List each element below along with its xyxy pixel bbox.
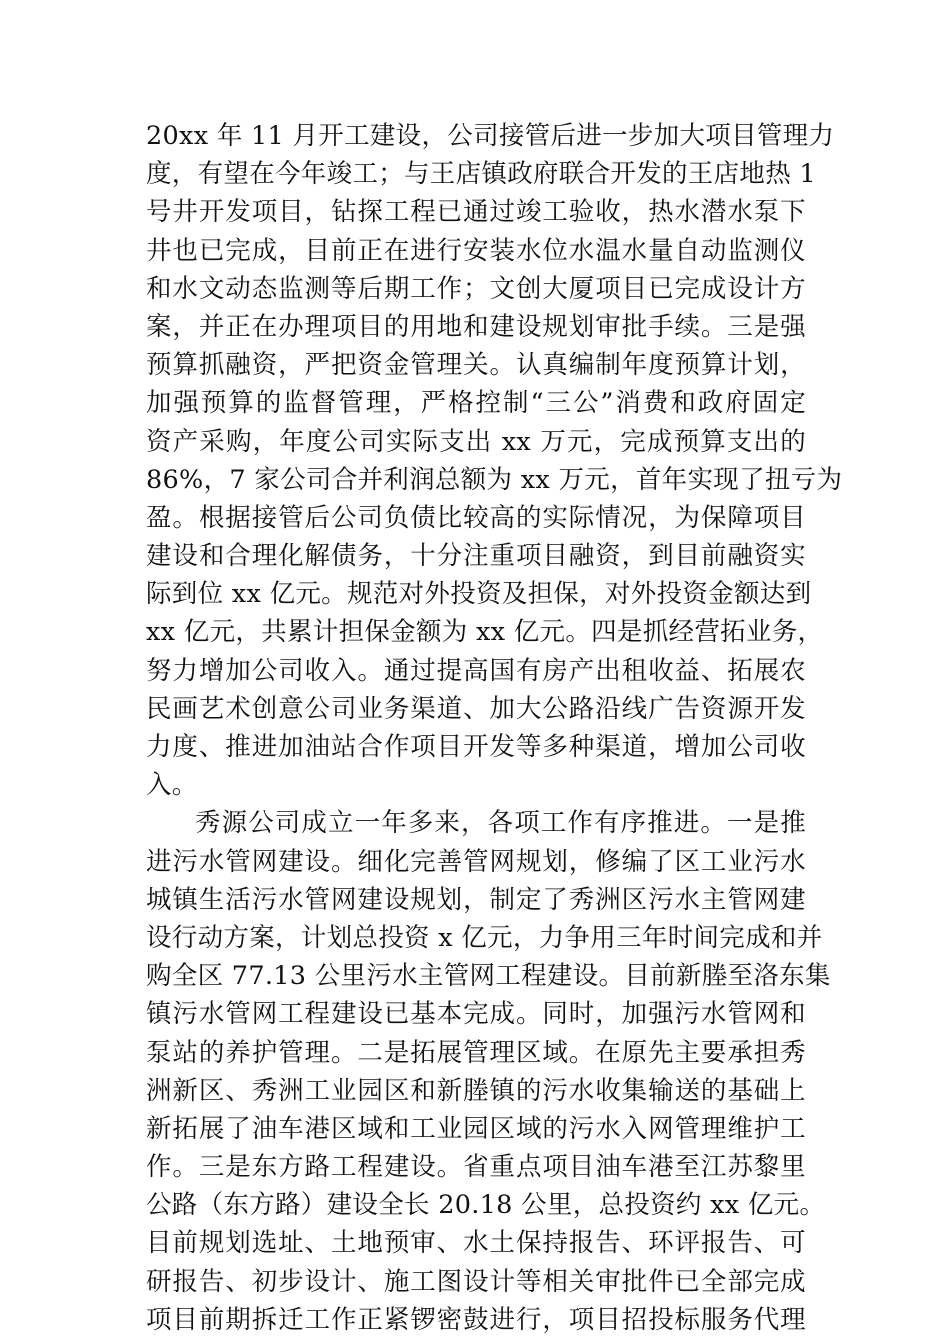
text-line: 力度、推进加油站合作项目开发等多种渠道，增加公司收 [146,732,806,762]
text-line: 资产采购，年度公司实际支出 xx 万元，完成预算支出的 [146,426,806,457]
text-line: 进污水管网建设。细化完善管网规划，修编了区工业污水 [146,846,806,877]
body-text [146,117,843,1339]
text-line: 际到位 xx 亿元。规范对外投资及担保，对外投资金额达到 [146,579,812,610]
text-line: 购全区 77.13 公里污水主管网工程建设。目前新塍至洛东集 [146,961,831,992]
text-line: 和水文动态监测等后期工作；文创大厦项目已完成设计方 [146,273,806,304]
text-line: 建设和合理化解债务，十分注重项目融资，到目前融资实 [146,541,806,572]
text-line: 预算抓融资，严把资金管理关。认真编制年度预算计划， [146,350,806,381]
text-line: 井也已完成，目前正在进行安装水位水温水量自动监测仪 [146,235,806,266]
text-line: 86%，7 家公司合并利润总额为 xx 万元，首年实现了扭亏为 [146,464,843,495]
text-line: 作。三是东方路工程建设。省重点项目油车港至江苏黎里 [146,1152,806,1183]
text-line: 新拓展了油车港区域和工业园区域的污水入网管理维护工 [146,1113,806,1144]
text-line: 城镇生活污水管网建设规划，制定了秀洲区污水主管网建 [146,884,806,915]
text-line: 案，并正在办理项目的用地和建设规划审批手续。三是强 [146,311,806,342]
text-line: 公路（东方路）建设全长 20.18 公里，总投资约 xx 亿元。 [146,1190,826,1221]
text-line: 民画艺术创意公司业务渠道、加大公路沿线广告资源开发 [146,693,806,724]
text-line: 泵站的养护管理。二是拓展管理区域。在原先主要承担秀 [146,1037,806,1068]
text-line: 加强预算的监督管理，严格控制“三公”消费和政府固定 [146,388,806,419]
text-line: 项目前期拆迁工作正紧锣密鼓进行，项目招投标服务代理 [146,1304,806,1335]
text-line: 研报告、初步设计、施工图设计等相关审批件已全部完成 [146,1266,806,1297]
text-line: 努力增加公司收入。通过提高国有房产出租收益、拓展农 [146,655,806,686]
text-line: 设行动方案，计划总投资 x 亿元，力争用三年时间完成和并 [146,922,823,953]
text-line: 镇污水管网工程建设已基本完成。同时，加强污水管网和 [146,999,806,1030]
text-line: xx 亿元，共累计担保金额为 xx 亿元。四是抓经营拓业务， [146,617,824,648]
text-line: 度，有望在今年竣工；与王店镇政府联合开发的王店地热 1 [146,159,816,190]
text-line: 盈。根据接管后公司负债比较高的实际情况，为保障项目 [146,502,806,533]
text-line: 洲新区、秀洲工业园区和新塍镇的污水收集输送的基础上 [146,1075,806,1106]
text-line: 20xx 年 11 月开工建设，公司接管后进一步加大项目管理力 [146,121,835,151]
paragraph-end-line: 入。 [146,770,198,801]
paragraph-first-line: 秀源公司成立一年多来，各项工作有序推进。一是推 [195,808,806,839]
text-line: 号井开发项目，钻探工程已通过竣工验收，热水潜水泵下 [146,197,806,228]
text-line: 目前规划选址、土地预审、水土保持报告、环评报告、可 [146,1228,806,1259]
